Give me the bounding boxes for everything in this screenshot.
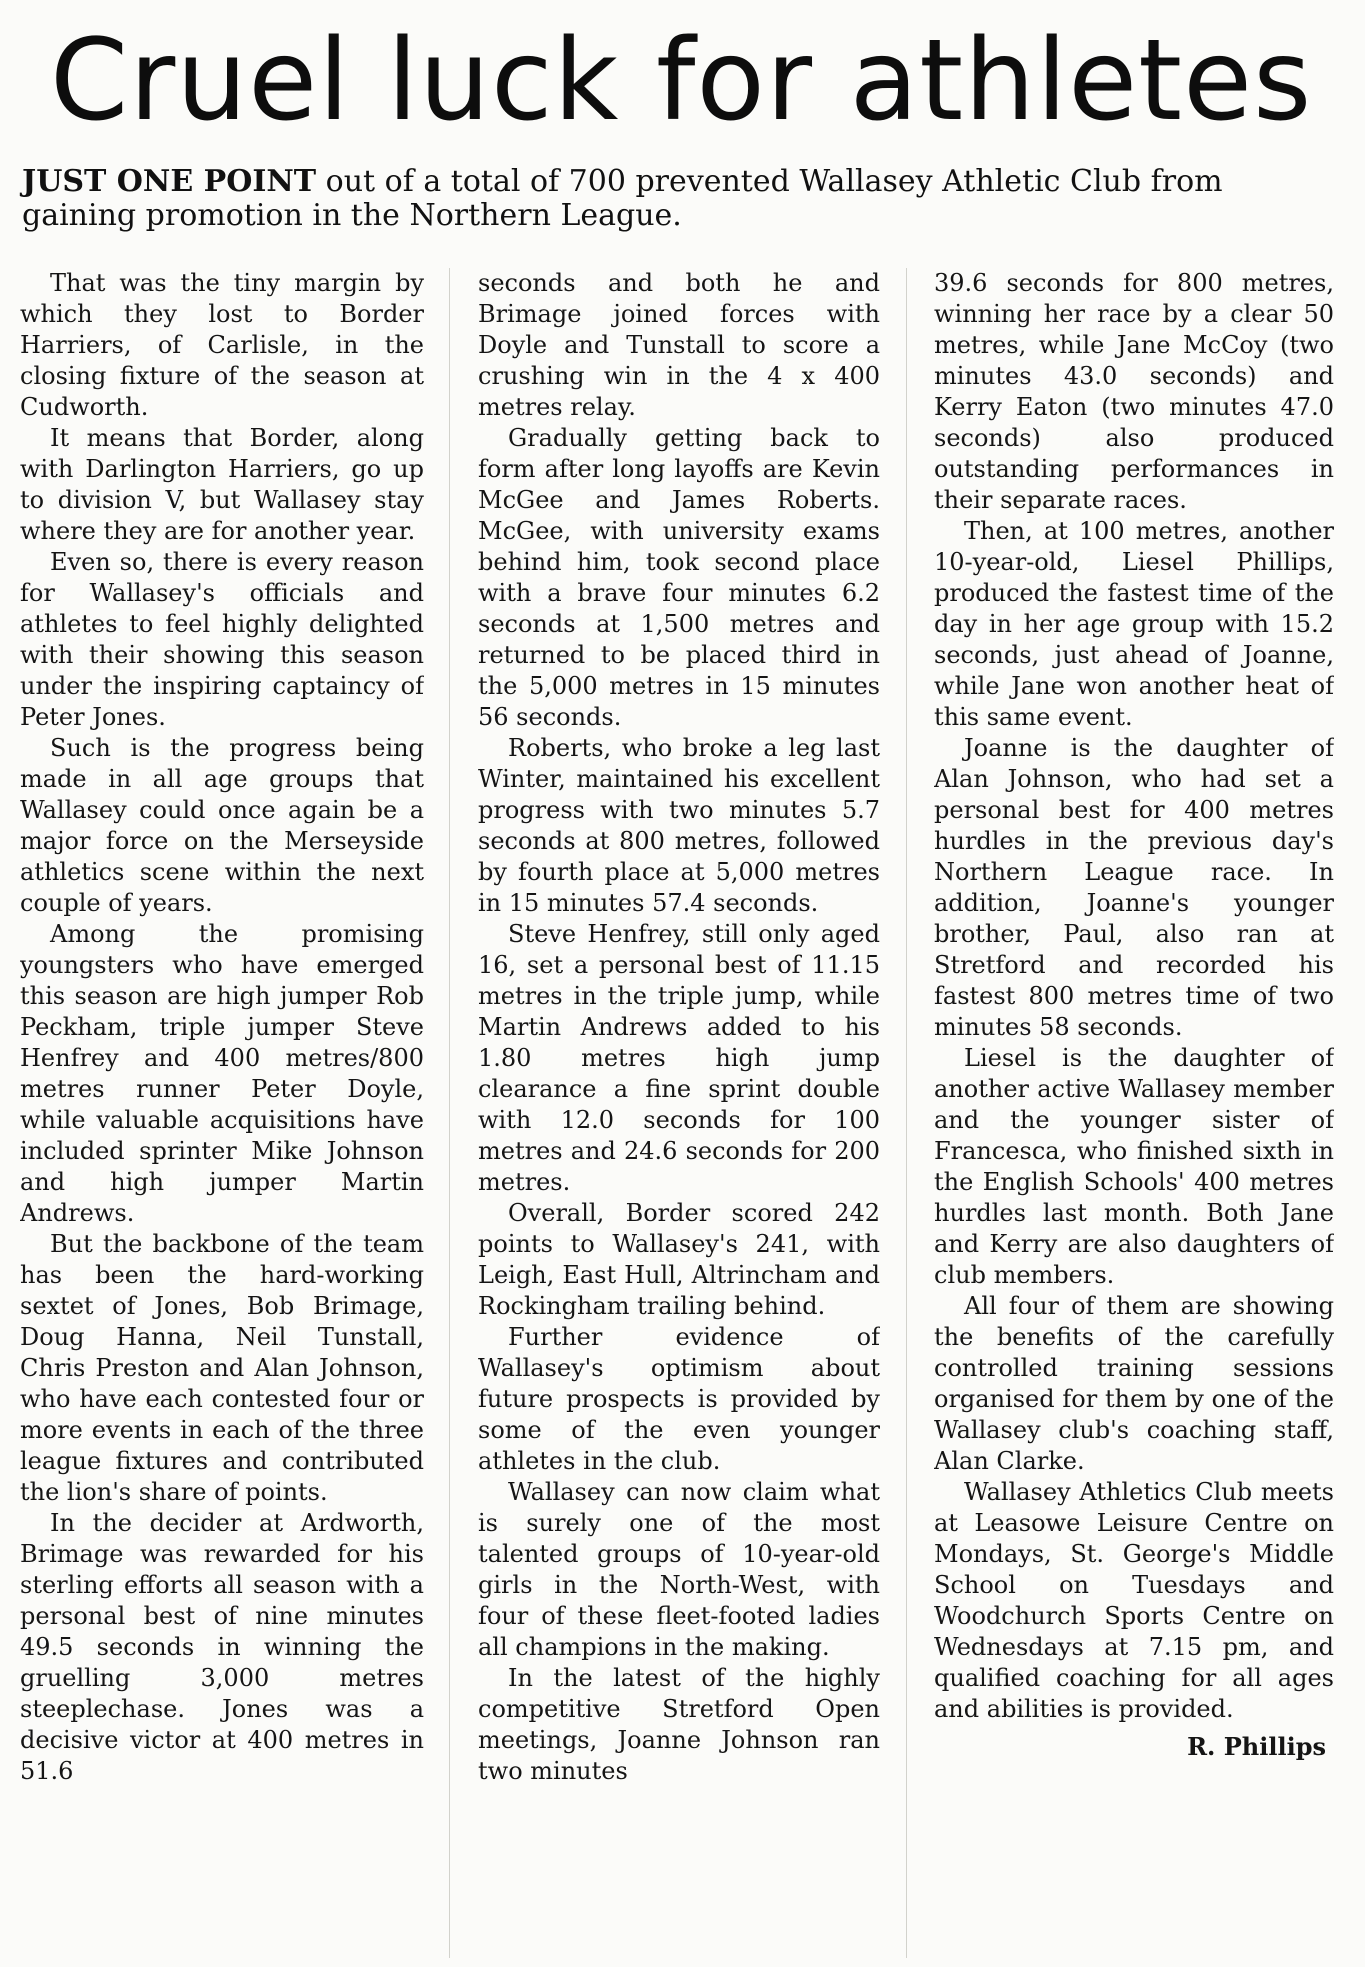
paragraph: seconds and both he and Brimage joined forces with Doyle and Tunstall to score a crushing win in the 4 x 400 metres relay. <box>478 269 880 421</box>
standfirst-text: out of a total of 700 prevented Wallasey Athletic Club from gaining promotion in the Northern League. <box>22 164 1223 233</box>
paragraph: Wallasey can now claim what is surely one of the most talented groups of 10-year-old girls in the North-West, with four of these fleet-footed ladies all champions in the making. <box>478 1478 880 1661</box>
article-column-1 <box>20 268 424 1958</box>
paragraph: In the latest of the highly competitive Stretford Open meetings, Joanne Johnson ran two minutes <box>478 1664 880 1785</box>
article-column-2 <box>478 268 880 1958</box>
paragraph: Overall, Border scored 242 points to Wallasey's 241, with Leigh, East Hull, Altrincham and Rockingham trailing behind. <box>478 1199 880 1320</box>
paragraph: 39.6 seconds for 800 metres, winning her race by a clear 50 metres, while Jane McCoy (two minutes 43.0 seconds) and Kerry Eaton (two minutes 47.0 seconds) also produced outstanding performances in their separate races. <box>934 269 1334 514</box>
paragraph: Wallasey Athletics Club meets at Leasowe Leisure Centre on Mondays, St. George's Middle School on Tuesdays and Woodchurch Sports Centre on Wednesdays at 7.15 pm, and qualified coaching for all ages and abilities is provided. <box>934 1478 1334 1723</box>
paragraph: In the decider at Ardworth, Brimage was rewarded for his sterling efforts all season with a personal best of nine minutes 49.5 seconds in winning the gruelling 3,000 metres steeplechase. Jones was a decisive victor at 400 metres in 51.6 <box>20 1509 424 1785</box>
paragraph: Then, at 100 metres, another 10-year-old, Liesel Phillips, produced the fastest time of the day in her age group with 15.2 seconds, just ahead of Joanne, while Jane won another heat of this same event. <box>934 517 1334 731</box>
paragraph: Roberts, who broke a leg last Winter, maintained his excellent progress with two minutes 5.7 seconds at 800 metres, followed by fourth place at 5,000 metres in 15 minutes 57.4 seconds. <box>478 734 880 917</box>
paragraph: That was the tiny margin by which they lost to Border Harriers, of Carlisle, in the closing fixture of the season at Cudworth. <box>20 269 424 421</box>
standfirst-lead: JUST ONE POINT <box>22 164 317 199</box>
paragraph: Gradually getting back to form after long layoffs are Kevin McGee and James Roberts. McGee, with university exams behind him, took second place with a brave four minutes 6.2 seconds at 1,500 metres and returned to be placed third in the 5,000 metres in 15 minutes 56 seconds. <box>478 424 880 731</box>
article-column-3 <box>934 268 1334 1958</box>
paragraph: Further evidence of Wallasey's optimism about future prospects is provided by some of the even younger athletes in the club. <box>478 1323 880 1475</box>
paragraph: But the backbone of the team has been the hard-working sextet of Jones, Bob Brimage, Doug Hanna, Neil Tunstall, Chris Preston and Alan Johnson, who have each contested four or more events in each of the three league fixtures and contributed the lion's share of points. <box>20 1230 424 1506</box>
standfirst <box>22 165 1342 232</box>
paragraph: It means that Border, along with Darlington Harriers, go up to division V, but Wallasey stay where they are for another year. <box>20 424 424 545</box>
paragraph: Even so, there is every reason for Wallasey's officials and athletes to feel highly delighted with their showing this season under the inspiring captaincy of Peter Jones. <box>20 548 424 731</box>
column-divider <box>449 268 450 1958</box>
paragraph: Joanne is the daughter of Alan Johnson, who had set a personal best for 400 metres hurdles in the previous day's Northern League race. In addition, Joanne's younger brother, Paul, also ran at Stretford and recorded his fastest 800 metres time of two minutes 58 seconds. <box>934 734 1334 1041</box>
byline: R. Phillips <box>1187 1732 1326 1761</box>
paragraph: All four of them are showing the benefits of the carefully controlled training sessions organised for them by one of the Wallasey club's coaching staff, Alan Clarke. <box>934 1292 1334 1475</box>
paragraph: Such is the progress being made in all age groups that Wallasey could once again be a major force on the Merseyside athletics scene within the next couple of years. <box>20 734 424 917</box>
column-divider <box>906 268 907 1958</box>
paragraph: Steve Henfrey, still only aged 16, set a personal best of 11.15 metres in the triple jump, while Martin Andrews added to his 1.80 metres high jump clearance a fine sprint double with 12.0 seconds for 100 metres and 24.6 seconds for 200 metres. <box>478 920 880 1196</box>
paragraph: Among the promising youngsters who have emerged this season are high jumper Rob Peckham, triple jumper Steve Henfrey and 400 metres/800 metres runner Peter Doyle, while valuable acquisitions have included sprinter Mike Johnson and high jumper Martin Andrews. <box>20 920 424 1227</box>
paragraph: Liesel is the daughter of another active Wallasey member and the younger sister of Francesca, who finished sixth in the English Schools' 400 metres hurdles last month. Both Jane and Kerry are also daughters of club members. <box>934 1044 1334 1289</box>
headline: Cruel luck for athletes <box>50 16 1313 146</box>
